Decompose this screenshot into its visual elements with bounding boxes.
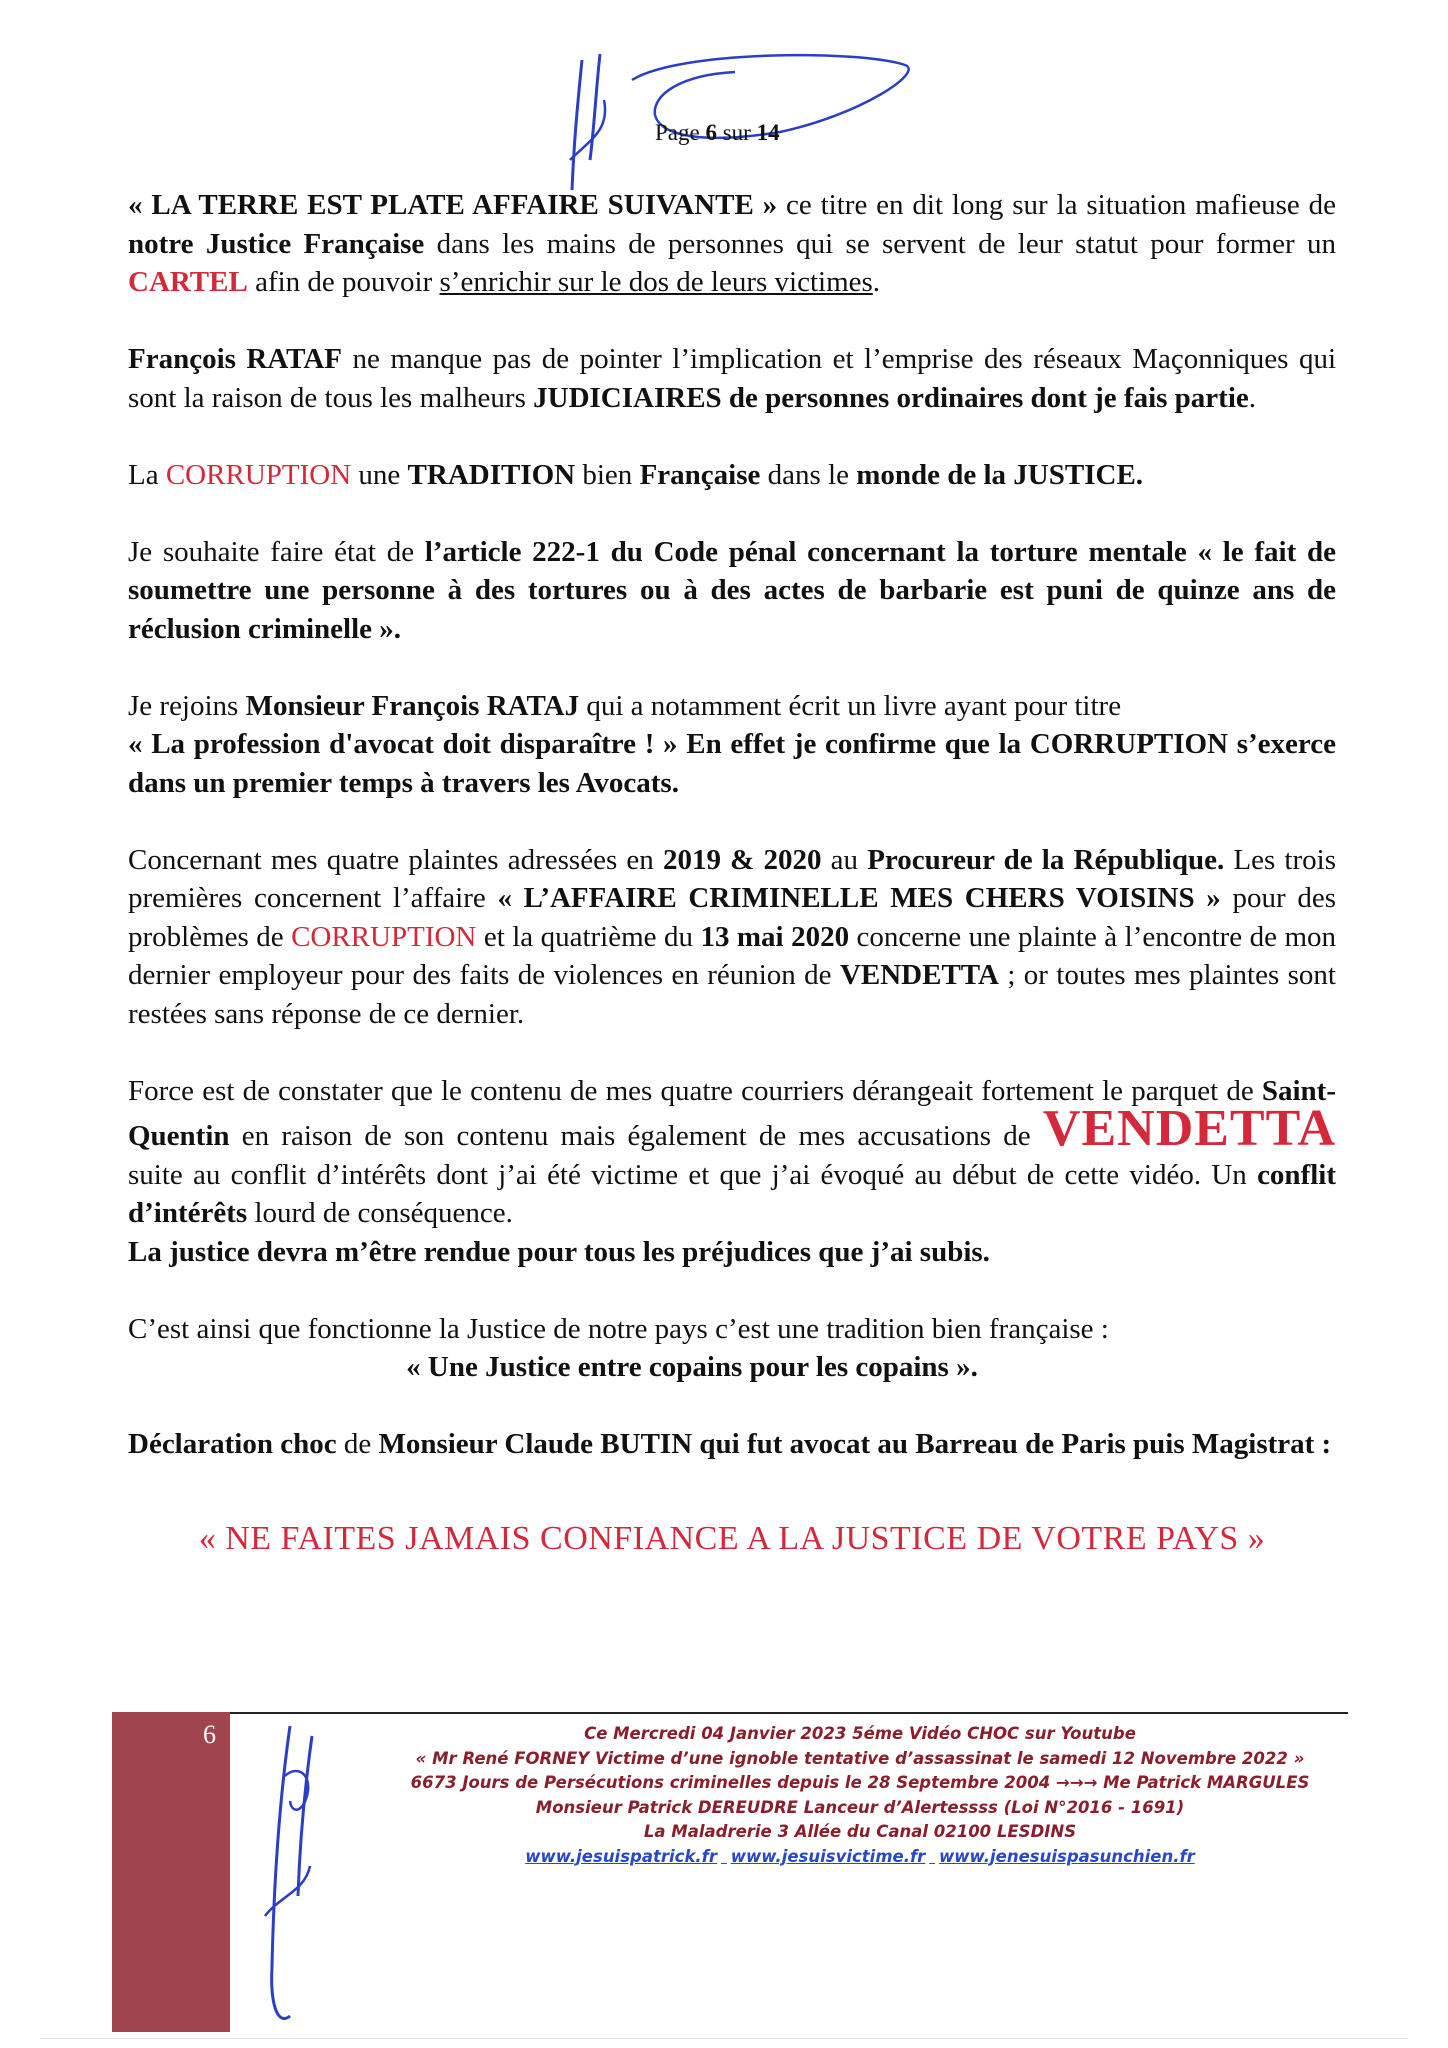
text-bold: Procureur de la République. bbox=[867, 843, 1225, 876]
footer-line-3: 6673 Jours de Persécutions criminelles depuis le 28 Septembre 2004 →→→ Me Patrick MARGULES bbox=[410, 1773, 1310, 1792]
text-bold: « L’AFFAIRE CRIMINELLE MES CHERS VOISINS » bbox=[497, 882, 1221, 914]
page-number: 6 bbox=[705, 120, 717, 145]
text: Je rejoins bbox=[128, 689, 246, 722]
text-bold: 2019 & 2020 bbox=[662, 843, 822, 876]
text: une bbox=[351, 458, 408, 491]
paragraph-plaintes bbox=[128, 841, 1336, 1034]
text-bold-centered: « Une Justice entre copains pour les copains ». bbox=[406, 1351, 978, 1383]
link-jesuispatrick[interactable]: www.jesuispatrick.fr bbox=[525, 1846, 717, 1866]
text-bold: conflit d’intérêts bbox=[128, 1158, 1336, 1229]
text-red: CARTEL bbox=[128, 266, 248, 298]
footer-line-1: Ce Mercredi 04 Janvier 2023 5éme Vidéo CHOC sur Youtube bbox=[584, 1724, 1136, 1743]
text: La bbox=[128, 458, 166, 491]
text: pour des problèmes de bbox=[128, 882, 1336, 953]
text-bold: François RATAF bbox=[128, 343, 343, 375]
text-big-red: VENDETTA bbox=[1042, 1100, 1336, 1157]
text-bold: « LA TERRE EST PLATE AFFAIRE SUIVANTE » bbox=[128, 189, 778, 221]
text-red: CORRUPTION bbox=[165, 458, 352, 491]
text-bold: Française bbox=[639, 458, 761, 491]
paragraph-rataj bbox=[128, 687, 1336, 803]
text-underlined: s’enrichir sur le dos de leurs victimes bbox=[439, 266, 873, 298]
final-quote: « NE FAITES JAMAIS CONFIANCE A LA JUSTICE DE VOTRE PAYS » bbox=[198, 1519, 1266, 1557]
text: ne manque pas de pointer l’implication et l’emprise des réseaux Maçonniques qui sont la raison de tous les malheurs bbox=[128, 343, 1337, 414]
text: suite au conflit d’intérêts dont j’ai été victime et que j’ai évoqué au début de cette vidéo. Un bbox=[128, 1158, 1258, 1191]
link-jesuisvictime[interactable]: www.jesuisvictime.fr bbox=[730, 1846, 926, 1866]
text-bold: Déclaration choc bbox=[128, 1428, 337, 1460]
text: et la quatrième du bbox=[476, 920, 701, 953]
text: dans les mains de personnes qui se servent de leur statut pour former un bbox=[424, 227, 1336, 260]
text-bold: notre Justice Française bbox=[128, 227, 425, 260]
paragraph-force bbox=[128, 1072, 1336, 1272]
text: Force est de constater que le contenu de mes quatre courriers dérangeait fortement le parquet de bbox=[128, 1074, 1262, 1107]
footer-page-number: 6 bbox=[203, 1720, 216, 1749]
text: ; or toutes mes plaintes sont restées sans réponse de ce dernier. bbox=[128, 959, 1336, 1030]
footer-line-2: « Mr René FORNEY Victime d’une ignoble tentative d’assassinat le samedi 12 Novembre 2022 » bbox=[415, 1748, 1305, 1768]
text: lourd de conséquence. bbox=[247, 1197, 513, 1229]
paragraph-corruption bbox=[128, 456, 1336, 495]
text-bold: Saint-Quentin bbox=[128, 1074, 1336, 1152]
text-red: CORRUPTION bbox=[291, 920, 477, 953]
text-bold: « La profession d'avocat doit disparaître ! » En effet je confirme que la CORRUPTION s’exerce dans un premier temps à travers les Avocats. bbox=[128, 728, 1336, 799]
text-bold: 13 mai 2020 bbox=[700, 920, 850, 953]
footer-info bbox=[360, 1722, 1360, 1869]
footer-rule bbox=[112, 1712, 1348, 1714]
text: bien bbox=[575, 458, 640, 491]
paragraph-article bbox=[128, 533, 1336, 649]
text: de bbox=[336, 1428, 379, 1460]
text: . bbox=[1248, 381, 1257, 414]
text-bold: l’article 222-1 du Code pénal concernant la torture mentale « le fait de soumettre une personne à des tortures ou à des actes de barbarie est puni de quinze ans de réclusion criminelle ». bbox=[128, 535, 1336, 645]
text-bold: Monsieur Claude BUTIN qui fut avocat au Barreau de Paris puis Magistrat : bbox=[378, 1428, 1332, 1460]
paragraph-terre-plate bbox=[128, 186, 1336, 302]
paragraph-rataf bbox=[128, 340, 1336, 417]
text: qui a notamment écrit un livre ayant pour titre bbox=[579, 689, 1122, 722]
handwritten-signature-bottom bbox=[250, 1716, 360, 2036]
text-bold: TRADITION bbox=[407, 458, 576, 491]
footer-line-5: La Maladrerie 3 Allée du Canal 02100 LESDINS bbox=[643, 1822, 1077, 1841]
page-total: 14 bbox=[756, 120, 780, 145]
page-prefix: Page bbox=[655, 120, 700, 145]
footer-line-4: Monsieur Patrick DEREUDRE Lanceur d’Alertessss (Loi N°2016 - 1691) bbox=[535, 1797, 1185, 1817]
text: au bbox=[821, 843, 868, 876]
document-body bbox=[128, 186, 1336, 1558]
footer-page-box bbox=[112, 1712, 230, 2032]
text: dans le bbox=[760, 458, 857, 491]
text-bold: Monsieur François RATAJ bbox=[245, 689, 580, 722]
text: ce titre en dit long sur la situation mafieuse de bbox=[777, 189, 1336, 221]
text: Concernant mes quatre plaintes adressées en bbox=[128, 843, 663, 876]
text: en raison de son contenu mais également de mes accusations de bbox=[229, 1120, 1043, 1152]
text-bold: monde de la JUSTICE. bbox=[856, 458, 1144, 491]
text-bold: La justice devra m’être rendue pour tous les préjudices que j’ai subis. bbox=[128, 1235, 990, 1268]
text: concerne une plainte à l’encontre de mon dernier employeur pour des faits de violences en réunion de bbox=[128, 920, 1337, 991]
text: Les trois premières concernent l’affaire bbox=[128, 843, 1336, 914]
paragraph-declaration bbox=[128, 1425, 1336, 1464]
page-of: sur bbox=[722, 120, 751, 145]
text-bold: JUDICIAIRES de personnes ordinaires dont je fais partie bbox=[533, 381, 1249, 414]
scan-edge-line bbox=[40, 2038, 1408, 2039]
footer-links bbox=[360, 1845, 1360, 1870]
text: Je souhaite faire état de bbox=[128, 535, 425, 568]
text: . bbox=[872, 266, 881, 298]
paragraph-tradition bbox=[128, 1310, 1336, 1387]
text: afin de pouvoir bbox=[247, 266, 440, 298]
text-bold: VENDETTA bbox=[839, 959, 999, 991]
link-jenesuispasunchien[interactable]: www.jenesuispasunchien.fr bbox=[939, 1846, 1195, 1866]
text: C’est ainsi que fonctionne la Justice de notre pays c’est une tradition bien française : bbox=[128, 1312, 1109, 1345]
page-indicator bbox=[655, 120, 780, 146]
